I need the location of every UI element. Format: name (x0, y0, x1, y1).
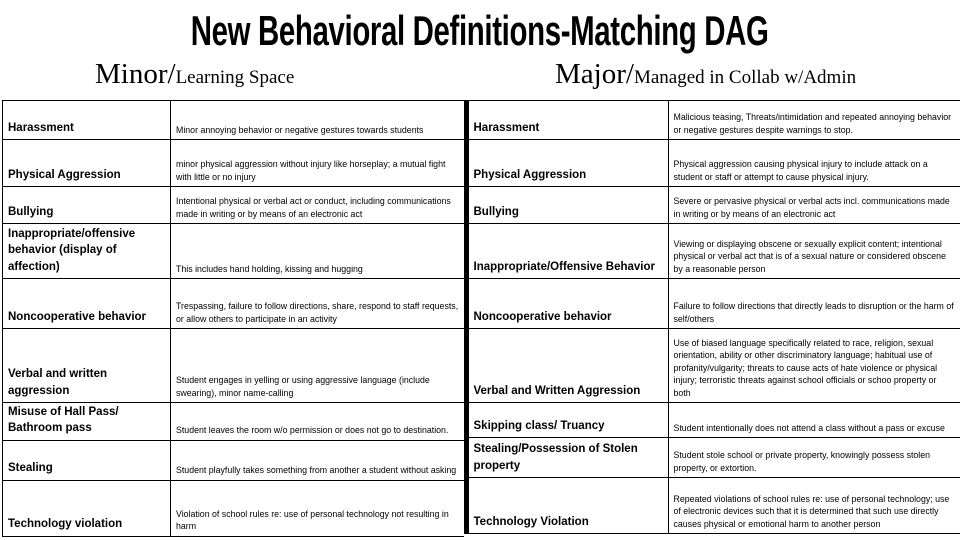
table-row (3, 403, 464, 441)
table-row (3, 279, 464, 329)
behavior-definition: This includes hand holding, kissing and hugging (171, 224, 464, 279)
behavior-term: Noncooperative behavior (466, 279, 668, 329)
behavior-definition: Malicious teasing, Threats/intimidation and repeated annoying behavior or negative gestures despite warnings to stop. (668, 101, 960, 140)
behavior-definition: minor physical aggression without injury like horseplay; a mutual fight with little or no injury (171, 140, 464, 187)
table-row (466, 438, 960, 478)
major-header-sublabel: Managed in Collab w/Admin (633, 67, 857, 88)
behavior-term: Physical Aggression (466, 140, 668, 187)
behavior-term: Skipping class/ Truancy (466, 403, 668, 438)
title-bar (0, 8, 960, 54)
major-header-label: Major/ (555, 58, 634, 90)
minor-section-header (2, 60, 463, 89)
behavior-term: Harassment (3, 101, 171, 140)
behavior-definition: Student leaves the room w/o permission or does not go to destination. (171, 403, 464, 441)
behavior-term: Stealing/Possession of Stolen property (466, 438, 668, 478)
behavior-definition: Student intentionally does not attend a class without a pass or excuse (668, 403, 960, 438)
minor-header-label: Minor/ (95, 58, 176, 90)
table-row (466, 187, 960, 224)
behavior-term: Verbal and written aggression (3, 329, 171, 403)
table-row (3, 480, 464, 536)
table-row (3, 101, 464, 140)
table-row (466, 224, 960, 279)
behavior-definition: Use of biased language specifically related to race, religion, sexual orientation, ability or other discriminatory language; habitual use of profanity/vulgarity; threats to cause acts of hate violence or physical injury; terroristic threats against school officials or schoo property or both (668, 329, 960, 403)
behavior-definition: Severe or pervasive physical or verbal acts incl. communications made in writing or by means of an electronic act (668, 187, 960, 224)
behavior-term: Technology Violation (466, 478, 668, 534)
behavior-definition: Physical aggression causing physical injury to include attack on a student or staff or attempt to cause physical injury. (668, 140, 960, 187)
table-row (466, 140, 960, 187)
behavior-term: Noncooperative behavior (3, 279, 171, 329)
behavior-definition: Minor annoying behavior or negative gestures towards students (171, 101, 464, 140)
behavior-term: Misuse of Hall Pass/ Bathroom pass (3, 403, 171, 441)
behavior-definition: Student playfully takes something from another a student without asking (171, 440, 464, 480)
behavior-term: Harassment (466, 101, 668, 140)
table-row (3, 224, 464, 279)
behavior-table-major (464, 100, 960, 534)
table-row (3, 187, 464, 224)
minor-header-sublabel: Learning Space (175, 67, 295, 88)
behavior-term: Stealing (3, 440, 171, 480)
behavior-definition: Viewing or displaying obscene or sexually explicit content; intentional physical or verbal act that is of a sexual nature or considered obscene by a reasonable person (668, 224, 960, 279)
table-row (466, 478, 960, 534)
table-row (3, 140, 464, 187)
table-row (466, 329, 960, 403)
table-row (466, 101, 960, 140)
behavior-term: Inappropriate/offensive behavior (display of affection) (3, 224, 171, 279)
tables-container (2, 100, 960, 537)
behavior-definition: Repeated violations of school rules re: use of personal technology; use of electronic devices such that it is determined that such use directly causes physical or emotional harm to another person (668, 478, 960, 534)
column-headers (2, 60, 957, 89)
page-title: New Behavioral Definitions-Matching DAG (191, 7, 769, 54)
table-row (466, 403, 960, 438)
behavior-term: Physical Aggression (3, 140, 171, 187)
behavior-term: Verbal and Written Aggression (466, 329, 668, 403)
behavior-definition: Student engages in yelling or using aggressive language (include swearing), minor name-calling (171, 329, 464, 403)
behavior-term: Technology violation (3, 480, 171, 536)
behavior-definition: Violation of school rules re: use of personal technology not resulting in harm (171, 480, 464, 536)
behavior-definition: Failure to follow directions that directly leads to disruption or the harm of self/others (668, 279, 960, 329)
behavior-term: Inappropriate/Offensive Behavior (466, 224, 668, 279)
behavior-definition: Intentional physical or verbal act or conduct, including communications made in writing or by means of an electronic act (171, 187, 464, 224)
behavior-term: Bullying (3, 187, 171, 224)
table-row (3, 440, 464, 480)
behavior-term: Bullying (466, 187, 668, 224)
behavior-table-minor (2, 100, 464, 537)
behavior-definition: Trespassing, failure to follow directions, share, respond to staff requests, or allow others to participate in an activity (171, 279, 464, 329)
table-row (466, 279, 960, 329)
table-row (3, 329, 464, 403)
behavior-definition: Student stole school or private property, knowingly possess stolen property, or extortion. (668, 438, 960, 478)
major-section-header (463, 60, 957, 89)
